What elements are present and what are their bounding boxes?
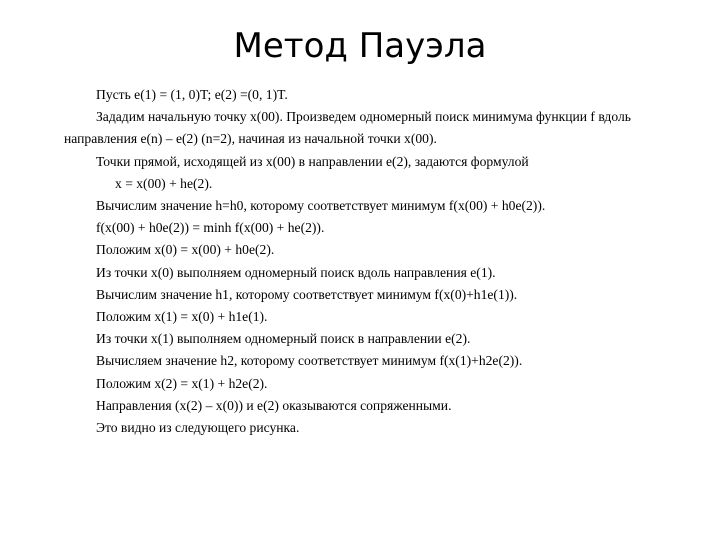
paragraph-figure-ref: Это видно из следующего рисунка. (96, 420, 300, 436)
slide-title: Метод Пауэла (233, 26, 487, 66)
paragraph-conjugate: Направления (x(2) – x(0)) и e(2) оказываются сопряженными. (96, 397, 452, 413)
paragraph-set-x1: Положим x(1) = x(0) + h1e(1). (96, 309, 268, 325)
paragraph-search-e2: Из точки x(1) выполняем одномерный поиск в направлении e(2). (96, 331, 471, 347)
paragraph-compute-h0: Вычислим значение h=h0, которому соответствует минимум f(x(00) + h0e(2)). (96, 198, 546, 214)
slide-body (64, 84, 694, 439)
paragraph-compute-h1: Вычислим значение h1, которому соответствует минимум f(x(0)+h1e(1)). (96, 286, 518, 302)
formula-min-h0: f(x(00) + h0e(2)) = minh f(x(00) + he(2)). (96, 220, 325, 236)
paragraph-line-points: Точки прямой, исходящей из x(00) в направлении e(2), задаются формулой (96, 153, 529, 169)
paragraph-set-x0: Положим x(0) = x(00) + h0e(2). (96, 242, 275, 258)
paragraph-compute-h2: Вычисляем значение h2, которому соответствует минимум f(x(1)+h2e(2)). (96, 353, 523, 369)
paragraph-set-x2: Положим x(2) = x(1) + h2e(2). (96, 375, 268, 391)
formula-line: x = x(00) + he(2). (115, 175, 213, 191)
paragraph-initial-point: Зададим начальную точку x(00). Произведем одномерный поиск минимума функции f вдоль направления e(n) – e(2) (n=2), начиная из начальной точки x(00). (64, 109, 631, 147)
paragraph-basis-vectors: Пусть e(1) = (1, 0)T; e(2) =(0, 1)T. (96, 87, 288, 102)
paragraph-search-e1: Из точки x(0) выполняем одномерный поиск вдоль направления e(1). (96, 264, 496, 280)
